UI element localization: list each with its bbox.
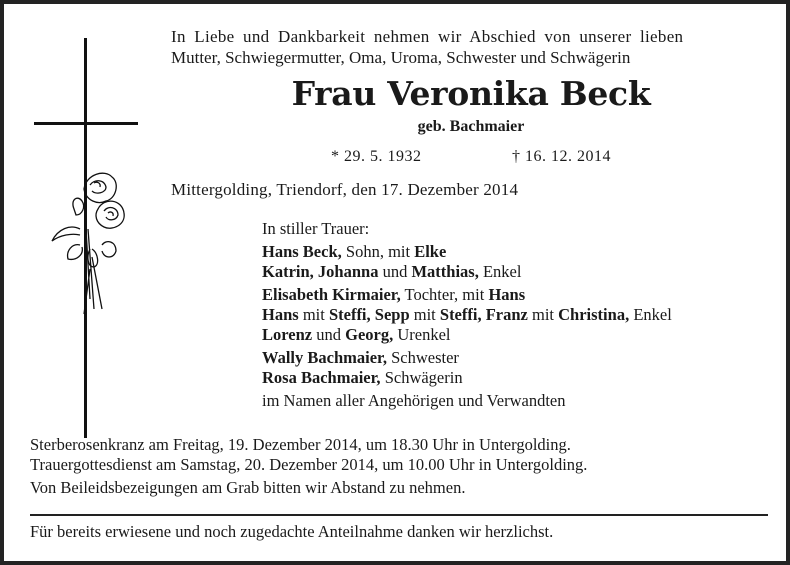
- funeral-service-info: Trauergottesdienst am Samstag, 20. Dezember 2014, um 10.00 Uhr in Untergolding.: [30, 455, 588, 474]
- family-line: [262, 325, 782, 345]
- separator: mit: [527, 305, 559, 324]
- mourner-name: Georg,: [345, 325, 394, 344]
- mourner-name: Lorenz: [262, 325, 313, 344]
- family-line: [262, 242, 782, 262]
- relation: Enkel: [629, 305, 672, 324]
- divider: [30, 514, 768, 516]
- separator: und: [378, 262, 412, 281]
- relation: Tochter, mit: [400, 285, 489, 304]
- relatives-line: im Namen aller Angehörigen und Verwandten: [262, 391, 566, 410]
- birth-date: * 29. 5. 1932: [331, 148, 422, 165]
- intro-line-2: Mutter, Schwiegermutter, Oma, Uroma, Schwester und Schwägerin: [171, 48, 631, 67]
- relation: Sohn, mit: [341, 242, 415, 261]
- mourner-name: Hans Beck,: [262, 242, 342, 261]
- family-group-2: [262, 285, 782, 345]
- intro-text: [171, 26, 771, 68]
- family-group-1: [262, 242, 782, 282]
- service-info: [30, 435, 770, 498]
- separator: mit: [298, 305, 329, 324]
- mourner-name: Matthias,: [411, 262, 479, 281]
- mourner-name: Steffi, Franz: [439, 305, 528, 324]
- family-line: [262, 285, 782, 305]
- mourner-name: Hans: [262, 305, 299, 324]
- roses-icon: [50, 169, 135, 329]
- relation: Schwägerin: [380, 368, 463, 387]
- mourner-name: Katrin,: [262, 262, 314, 281]
- death-date: † 16. 12. 2014: [512, 148, 611, 165]
- mourner-name: Johanna: [317, 262, 379, 281]
- mourner-name: Steffi, Sepp: [328, 305, 410, 324]
- mourner-name: Elisabeth Kirmaier,: [262, 285, 401, 304]
- cross-bar: [34, 122, 138, 125]
- mourner-name: Christina,: [558, 305, 630, 324]
- mourner-name: Rosa Bachmaier,: [262, 368, 381, 387]
- mourners-list: [262, 219, 782, 411]
- relation: Schwester: [386, 348, 459, 367]
- mourner-name: Hans: [488, 285, 526, 304]
- family-group-3: [262, 348, 782, 388]
- separator: mit: [409, 305, 440, 324]
- separator: und: [312, 325, 346, 344]
- family-line: [262, 305, 782, 325]
- mourner-name: Wally Bachmaier,: [262, 348, 387, 367]
- intro-line-1: In Liebe und Dankbarkeit nehmen wir Abschied von unserer lieben: [171, 27, 684, 46]
- family-line: [262, 348, 782, 368]
- relation: Enkel: [478, 262, 522, 281]
- mourner-name: Elke: [414, 242, 447, 261]
- birth-name: geb. Bachmaier: [417, 118, 525, 135]
- condolence-note: Von Beileidsbezeigungen am Grab bitten wir Abstand zu nehmen.: [30, 478, 466, 497]
- place-and-date: Mittergolding, Triendorf, den 17. Dezember 2014: [171, 180, 519, 199]
- mourning-intro: In stiller Trauer:: [262, 219, 370, 238]
- family-line: [262, 262, 782, 282]
- relation: Urenkel: [393, 325, 451, 344]
- rosary-info: Sterberosenkranz am Freitag, 19. Dezember 2014, um 18.30 Uhr in Untergolding.: [30, 435, 571, 454]
- deceased-name: Frau Veronika Beck: [291, 74, 651, 113]
- family-line: [262, 368, 782, 388]
- thanks-note: Für bereits erwiesene und noch zugedachte Anteilnahme danken wir herzlichst.: [30, 522, 554, 541]
